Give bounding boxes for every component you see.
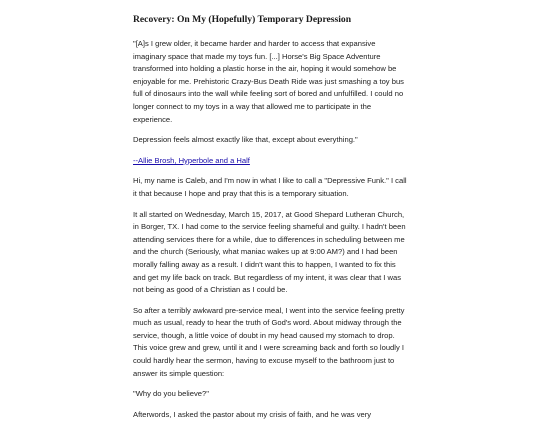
body-paragraph: Afterwords, I asked the pastor about my crisis of faith, and he was very (133, 409, 372, 419)
article-title: Recovery: On My (Hopefully) Temporary Depression (133, 14, 352, 25)
body-paragraph: "Why do you believe?" (133, 389, 209, 399)
body-paragraph: It all started on Wednesday, March 15, 2017, at Good Shepard Lutheran Church, in Borger, TX. I had come to the service feeling shameful and guilty. I hadn't been attending services there for a while, due to differences in scheduling between me and the church (Seriously, what maniac wakes up at 9:00 AM?) and I had been morally falling away as a result. I didn't want this to happen, I wanted to fix this and get my life back on track. But regardless of my intent, it was clear that I was not being as good of a Christian as I could be. (133, 209, 406, 295)
quote-paragraph: Depression feels almost exactly like that, except about everything." (133, 135, 358, 145)
body-paragraph: So after a terribly awkward pre-service meal, I went into the service feeling pretty much as usual, ready to hear the truth of God's word. About midway through the service, though, a little voice of doubt in my head caused my stomach to drop. This voice grew and grew, until it and I were screaming back and forth so loudly I could hardly hear the sermon, having to excuse myself to the bathroom just to answer its simple question: (133, 305, 405, 378)
attribution (133, 155, 409, 168)
attribution-link[interactable]: --Allie Brosh, Hyperbole and a Half (133, 155, 250, 165)
body-paragraph: Hi, my name is Caleb, and I'm now in what I like to call a "Depressive Funk." I call it that because I hope and pray that this is a temporary situation. (133, 176, 407, 198)
article (133, 14, 409, 429)
quote-paragraph: "[A]s I grew older, it became harder and harder to access that expansive imaginary space that made my toys fun. [...] Horse's Big Space Adventure transformed into holding a plastic horse in the air, hoping it would somehow be enjoyable for me. Prehistoric Crazy-Bus Death Ride was just smashing a toy bus full of dinosaurs into the wall while feeling sort of bored and unfulfilled. I could no longer connect to my toys in a way that allowed me to participate in the experience. (133, 39, 404, 124)
